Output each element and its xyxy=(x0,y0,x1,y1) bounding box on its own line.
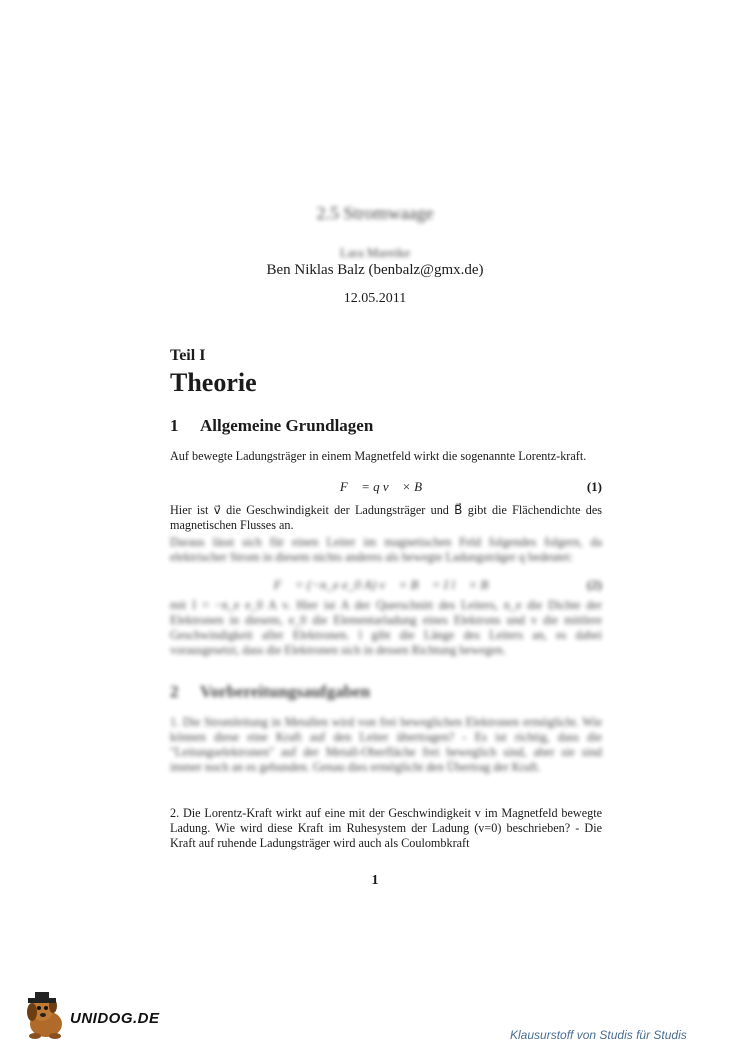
section-1-number: 1 xyxy=(170,416,179,435)
dog-icon xyxy=(22,990,72,1044)
section-2-heading xyxy=(170,682,370,702)
paragraph-3: Daraus lässt sich für einen Leiter im magnetischen Feld folgendes folgern, da elektrischer Strom in diesem nichts anderes als bewegte Ladungsträger q bedeutet: xyxy=(170,535,602,564)
section-2-number: 2 xyxy=(170,682,179,701)
watermark xyxy=(672,285,750,745)
part-title: Theorie xyxy=(170,368,257,397)
logo-text: UNIDOG.DE xyxy=(70,1010,160,1027)
section-1-heading xyxy=(170,416,373,436)
section-1-title: Allgemeine Grundlagen xyxy=(200,416,374,435)
equation-2-number: (2) xyxy=(586,577,602,592)
author-1: Lara Mareike xyxy=(339,245,411,260)
equation-1 xyxy=(170,479,602,495)
paragraph-6: 2. Die Lorentz-Kraft wirkt auf eine mit der Geschwindigkeit v im Magnetfeld bewegte Ladung. Wie wird diese Kraft im Ruhesystem der Ladung (v=0) beschrieben? - Die Kraft auf ruhende Ladungsträger wird auch als Coulombkraft xyxy=(170,806,602,850)
equation-1-number: (1) xyxy=(586,479,602,494)
footer-note: Klausurstoff von Studis für Studis xyxy=(510,1028,687,1042)
document-title: 2.5 Stromwaage xyxy=(316,203,434,223)
author-2: Ben Niklas Balz (benbalz@gmx.de) xyxy=(266,262,484,278)
document-date: 12.05.2011 xyxy=(343,291,407,306)
paragraph-5: 1. Die Stromleitung in Metallen wird von frei beweglichen Elektronen ermöglicht. Wie können diese eine Kraft auf den Leiter übertragen? - Es ist richtig, dass die "Leitungselektronen" auf der Metall-Oberfläche frei beweglich sind, aber sie sind immer noch an es gebunden. Genau dies ermöglicht den Übertrag der Kraft. xyxy=(170,715,602,774)
paragraph-4: mit I = −n_e e_0 A v. Hier ist A der Querschnitt des Leiters, n_e die Dichte der Elektronen in diesem, e_0 die Elementarladung eines Elektrons und v die mittlere Geschwindigkeit aller Elektronen. l gibt die Länge des Leiters an, es dabei vorausgesetzt, dass die Elektronen sich in dessen Richtung bewegen. xyxy=(170,598,602,657)
paragraph-2: Hier ist v⃗ die Geschwindigkeit der Ladungsträger und B⃗ gibt die Flächendichte des magnetischen Flusses an. xyxy=(170,503,602,532)
paragraph-1: Auf bewegte Ladungsträger in einem Magnetfeld wirkt die sogenannte Lorentz-kraft. xyxy=(170,449,587,463)
equation-1-formula: F⃗ = q v⃗ × B⃗ xyxy=(339,479,433,494)
page-number: 1 xyxy=(371,873,379,888)
equation-2-formula: F⃗ = (−n_e e_0 A) v⃗ × B⃗ = I l⃗ × B⃗ xyxy=(273,577,499,592)
section-2-title: Vorbereitungsaufgaben xyxy=(200,682,371,701)
equation-2 xyxy=(170,577,602,593)
part-label: Teil I xyxy=(170,347,206,364)
unidog-logo xyxy=(22,990,172,1044)
